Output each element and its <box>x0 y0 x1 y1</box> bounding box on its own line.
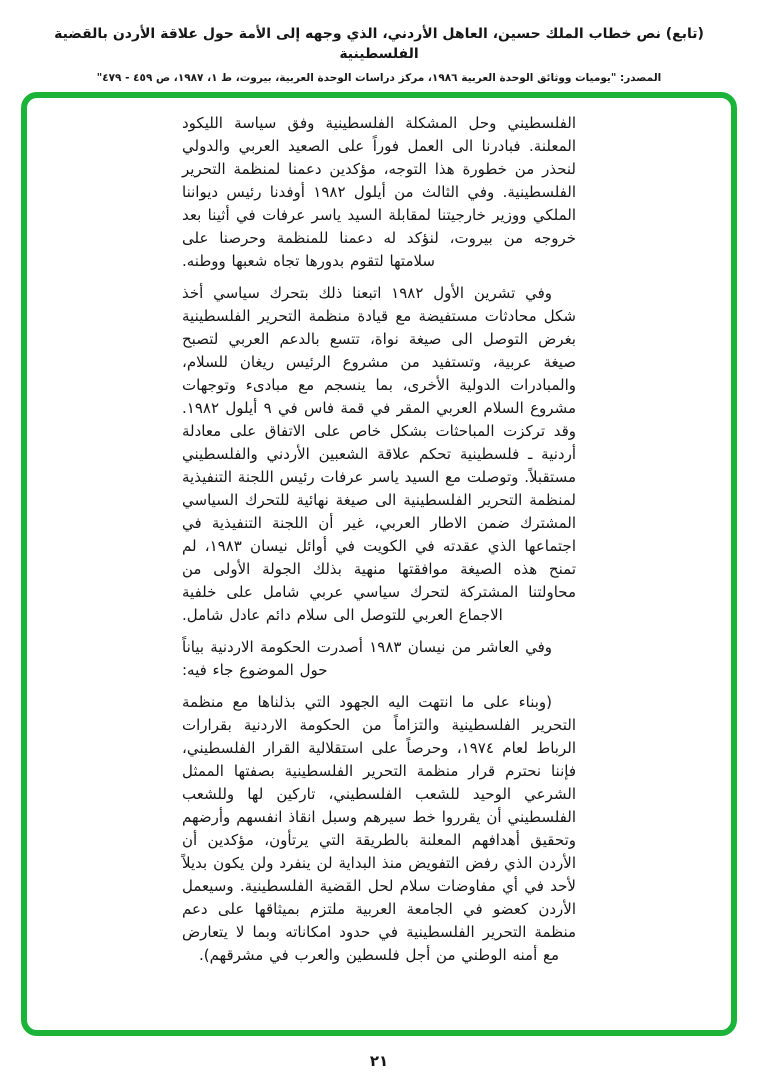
body-text-column <box>182 112 576 967</box>
page-number: ٢١ <box>369 1052 389 1070</box>
source-citation: المصدر: "يوميات ووثائق الوحدة العربية ١٩٨٦، مركز دراسات الوحدة العربية، بيروت، ط ١، ١٩٨٧، ص ٤٥٩ - ٤٧٩" <box>96 71 662 84</box>
green-border-frame <box>21 92 737 1036</box>
page-header <box>20 24 738 84</box>
paragraph-continuation: الفلسطيني وحل المشكلة الفلسطينية وفق سياسة الليكود المعلنة. فبادرنا الى العمل فوراً على الصعيد العربي والدولي لنحذر من خطورة هذا التوجه، مؤكدين دعمنا لمنظمة التحرير الفلسطينية. وفي الثالث من أيلول ١٩٨٢ أوفدنا رئيس ديواننا الملكي ووزير خارجيتنا لمقابلة السيد ياسر عرفات في أثينا بعد خروجه من بيروت، لنؤكد له دعمنا للمنظمة وحرصنا على سلامتها لتقوم بدورها تجاه شعبها ووطنه. <box>182 114 576 270</box>
document-title: (تابع) نص خطاب الملك حسين، العاهل الأردني، الذي وجهه إلى الأمة حول علاقة الأردن بالقضية الفلسطينية <box>54 26 704 63</box>
paragraph: وفي العاشر من نيسان ١٩٨٣ أصدرت الحكومة الاردنية بياناً حول الموضوع جاء فيه: <box>182 638 553 679</box>
paragraph: وفي تشرين الأول ١٩٨٢ اتبعنا ذلك بتحرك سياسي أخذ شكل محادثات مستفيضة مع قيادة منظمة التحرير الفلسطينية بغرض التوصل الى صيغة نواة، تتسع بالدعم العربي لتصبح صيغة عربية، وتستفيد من مشروع الرئيس ريغان للسلام، والمبادرات الدولية الأخرى، بما ينسجم مع مبادىء وتوجهات مشروع السلام العربي المقر في قمة فاس في ٩ أيلول ١٩٨٢. وقد تركزت المباحثات بشكل خاص على الاتفاق على معادلة أردنية ـ فلسطينية تحكم علاقة الشعبين الأردني والفلسطيني مستقبلاً. وتوصلت مع السيد ياسر عرفات رئيس اللجنة التنفيذية لمنظمة التحرير الفلسطينية الى صيغة نهائية للتحرك السياسي المشترك ضمن الاطار العربي، غير أن اللجنة التنفيذية في اجتماعها الذي عقدته في الكويت في أوائل نيسان ١٩٨٣، لم تمنح هذه الصيغة موافقتها منهية بذلك الجولة الأولى من محاولتنا المشتركة لتحرك سياسي عربي شامل على خلفية الاجماع العربي للتوصل الى سلام دائم عادل شامل. <box>182 284 576 624</box>
paragraph-quoted-statement: (وبناء على ما انتهت اليه الجهود التي بذلناها مع منظمة التحرير الفلسطينية والتزاماً من الحكومة الاردنية بقرارات الرباط لعام ١٩٧٤، وحرصاً على استقلالية القرار الفلسطيني، فإننا نحترم قرار منظمة التحرير الفلسطينية بصفتها الممثل الشرعي الوحيد للشعب الفلسطيني، تاركين لها وللشعب الفلسطيني أن يقرروا خط سيرهم وسبل انقاذ انفسهم وأرضهم وتحقيق أهدافهم المعلنة بالطريقة التي يرتأون، مؤكدين أن الأردن الذي رفض التفويض منذ البداية لن ينفرد ولن يكون بديلاً لأحد في أي مفاوضات سلام لحل القضية الفلسطينية. وسيعمل الأردن كعضو في الجامعة العربية ملتزم بميثاقها على دعم منظمة التحرير الفلسطينية في حدود امكاناته وبما لا يتعارض مع أمنه الوطني من أجل فلسطين والعرب في مشرقهم). <box>182 693 576 964</box>
page-footer <box>0 1051 758 1070</box>
